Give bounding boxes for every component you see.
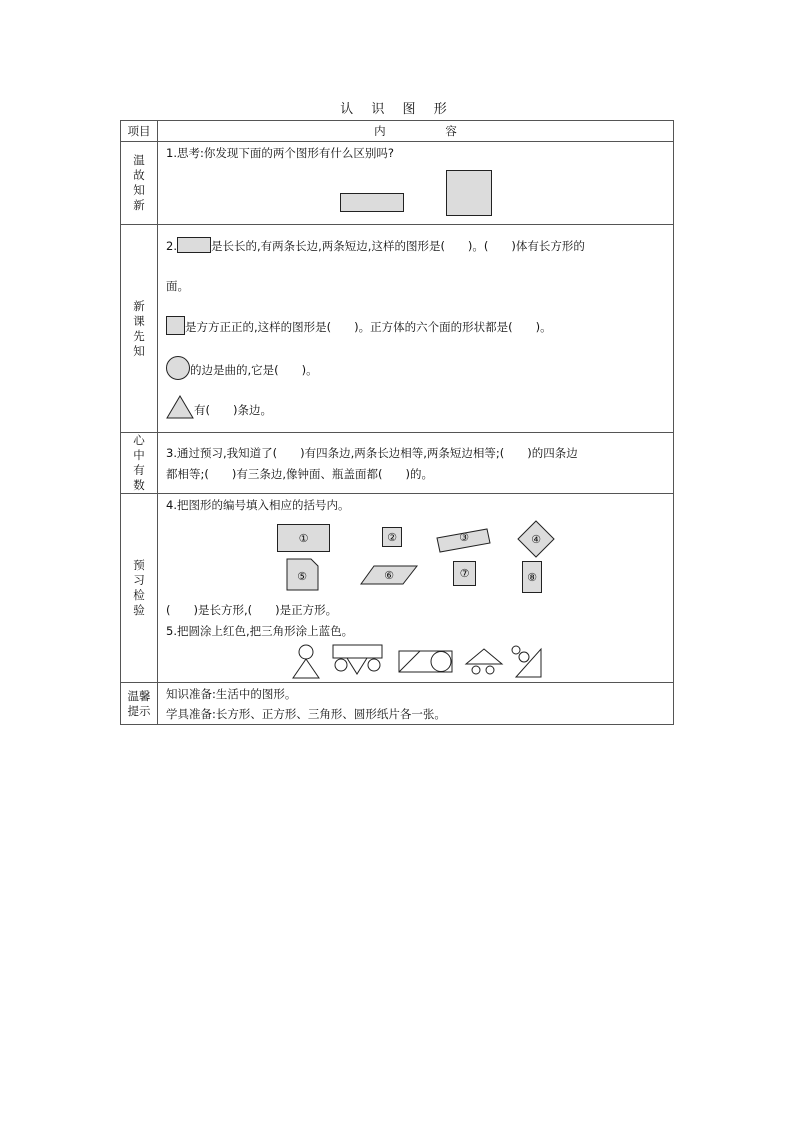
row-check xyxy=(121,494,674,683)
shape-6-number: ⑥ xyxy=(384,568,394,582)
row-label-review xyxy=(121,142,158,225)
question-4-answer: ( )是长方形,( )是正方形。 xyxy=(166,603,338,617)
shape-8-number: ⑧ xyxy=(527,570,537,584)
question-3-line1: 3.通过预习,我知道了( )有四条边,两条长边相等,两条短边相等;( )的四条边 xyxy=(166,446,578,460)
tips-line-2: 学具准备:长方形、正方形、三角形、圆形纸片各一张。 xyxy=(166,707,446,721)
q2-text-b: 面。 xyxy=(166,279,189,293)
row-label-tips xyxy=(121,683,158,725)
header-content xyxy=(158,121,674,142)
shape-1-number: ① xyxy=(298,531,309,545)
label-check: 预习检验 xyxy=(133,558,145,617)
figure-circle-on-triangle xyxy=(292,644,322,680)
row-summary xyxy=(121,433,674,494)
inline-circle-shape xyxy=(166,356,190,380)
table-header-row xyxy=(121,121,674,142)
check-content xyxy=(158,494,674,683)
figure-cart xyxy=(332,644,384,680)
label-review: 温故知新 xyxy=(133,153,145,212)
review-content xyxy=(158,142,674,225)
row-tips xyxy=(121,683,674,725)
q2-text-d: 的边是曲的,它是( )。 xyxy=(190,363,318,377)
question-5: 5.把圆涂上红色,把三角形涂上蓝色。 xyxy=(166,624,354,638)
header-item xyxy=(121,121,158,142)
figure-circles-triangle xyxy=(510,644,544,680)
row-label-summary xyxy=(121,433,158,494)
figure-triangle-wheels xyxy=(464,648,504,678)
newlesson-content xyxy=(158,225,674,433)
long-rectangle-shape xyxy=(340,193,404,212)
header-item-label: 项目 xyxy=(127,124,151,138)
q2-prefix: 2. xyxy=(166,239,177,253)
label-summary: 心中有数 xyxy=(133,433,145,492)
q2-line1 xyxy=(166,237,585,254)
row-label-check xyxy=(121,494,158,683)
inline-triangle-shape xyxy=(166,395,194,419)
summary-content xyxy=(158,433,674,494)
shape-7-number: ⑦ xyxy=(459,567,470,580)
inline-square-shape xyxy=(166,316,185,335)
inline-rectangle-shape xyxy=(177,237,211,253)
shape-4-number: ④ xyxy=(531,532,541,546)
page-title: 认 识 图 形 xyxy=(340,102,454,117)
shape-3-number: ③ xyxy=(459,530,469,544)
header-content-label: 内 容 xyxy=(374,124,485,138)
row-label-newlesson xyxy=(121,225,158,433)
q2-text-a: 是长长的,有两条长边,两条短边,这样的图形是( )。( )体有长方形的 xyxy=(210,239,585,253)
q2-text-e: 有( )条边。 xyxy=(194,403,272,417)
q2-line3 xyxy=(166,316,552,335)
question-3-line2: 都相等;( )有三条边,像钟面、瓶盖面都( )的。 xyxy=(166,467,433,481)
worksheet-table xyxy=(120,120,674,725)
square-shape xyxy=(446,170,492,216)
tips-content xyxy=(158,683,674,725)
row-newlesson xyxy=(121,225,674,433)
label-newlesson: 新课先知 xyxy=(133,298,145,358)
shape-2-number: ② xyxy=(387,530,397,544)
row-review xyxy=(121,142,674,225)
question-4: 4.把图形的编号填入相应的括号内。 xyxy=(166,498,350,512)
q2-line4 xyxy=(166,356,318,380)
shape-5-number: ⑤ xyxy=(297,569,307,583)
label-tips: 温馨提示 xyxy=(127,688,151,718)
q2-line5 xyxy=(166,395,272,419)
q2-text-c: 是方方正正的,这样的图形是( )。正方体的六个面的形状都是( )。 xyxy=(185,320,552,334)
question-1: 1.思考:你发现下面的两个图形有什么区别吗? xyxy=(166,146,394,160)
tips-line-1: 知识准备:生活中的图形。 xyxy=(166,687,297,701)
figure-rectangle-diagonal-circle xyxy=(398,650,454,674)
